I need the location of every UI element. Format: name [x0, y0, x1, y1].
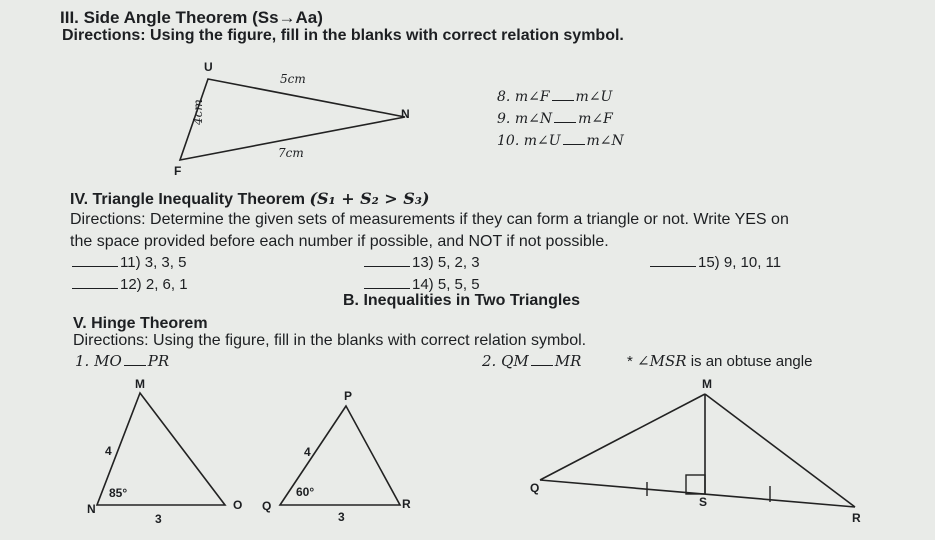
- item-14-answer-blank[interactable]: [364, 287, 410, 289]
- section4-title-text: IV. Triangle Inequality Theorem: [70, 191, 306, 208]
- base-no-label: 3: [155, 512, 162, 526]
- item-9: [497, 110, 613, 128]
- side-uf-label: 4cm: [191, 99, 205, 125]
- item-9-answer-blank[interactable]: [554, 121, 576, 123]
- item-8: [497, 88, 612, 106]
- subsection-b-title: B. Inequalities in Two Triangles: [343, 292, 581, 309]
- item-8-left: m∠F: [514, 89, 550, 105]
- hinge-note-star: *: [627, 353, 633, 370]
- hinge-q1: [75, 352, 169, 370]
- hinge-q2-left: QM: [501, 352, 529, 370]
- item-8-number: 8.: [497, 89, 511, 105]
- item-11-label: 11) 3, 3, 5: [120, 254, 187, 271]
- section4-title: [70, 190, 429, 209]
- side-pq-label: 4: [304, 445, 311, 459]
- segment-qm: [540, 394, 705, 480]
- section4-formula: (S₁ + S₂ > S₃): [309, 189, 430, 208]
- vertex-n-label: N: [401, 107, 410, 121]
- item-13: [364, 254, 480, 272]
- vertex-q-label: Q: [262, 499, 272, 513]
- section3-directions: Directions: Using the figure, fill in the blanks with correct relation symbol.: [62, 27, 624, 44]
- hinge-q1-number: 1.: [75, 352, 90, 370]
- hinge-q1-right: PR: [147, 352, 170, 370]
- hinge-note-text: is an obtuse angle: [690, 353, 813, 370]
- section5-title: V. Hinge Theorem: [73, 315, 208, 332]
- item-10-right: m∠N: [586, 133, 624, 149]
- section4-directions-line2: the space provided before each number if possible, and NOT if not possible.: [70, 233, 609, 250]
- hinge-q2-number: 2.: [482, 352, 497, 370]
- vertex-m-label-2: M: [702, 377, 712, 391]
- item-8-right: m∠U: [575, 89, 613, 105]
- hinge-q2-right: MR: [554, 352, 582, 370]
- hinge-q2: [482, 352, 581, 370]
- vertex-m-label: M: [135, 377, 145, 391]
- item-12: [72, 276, 188, 294]
- item-9-number: 9.: [497, 111, 511, 127]
- vertex-r-label: R: [402, 497, 411, 511]
- vertex-r-label-2: R: [852, 511, 861, 525]
- item-9-left: m∠N: [514, 111, 553, 127]
- item-13-label: 13) 5, 2, 3: [412, 254, 480, 271]
- vertex-o-label: O: [233, 498, 243, 512]
- vertex-f-label: F: [174, 164, 182, 178]
- hinge-note: [627, 352, 812, 371]
- item-9-right: m∠F: [578, 111, 613, 127]
- section3-title: III. Side Angle Theorem (Ss→Aa): [60, 8, 323, 27]
- item-13-answer-blank[interactable]: [364, 265, 410, 267]
- item-14-label: 14) 5, 5, 5: [412, 276, 480, 293]
- item-15: [650, 254, 781, 272]
- item-10-answer-blank[interactable]: [563, 143, 585, 145]
- hinge-q1-answer-blank[interactable]: [124, 364, 146, 366]
- vertex-s-label: S: [699, 495, 708, 509]
- item-10-left: m∠U: [523, 133, 561, 149]
- item-10: [497, 132, 624, 150]
- triangle-ufn-figure: [160, 55, 430, 180]
- angle-n-label: 85°: [109, 486, 128, 500]
- section4-directions-line1: Directions: Determine the given sets of measurements if they can form a triangle or not. Write YES on: [70, 211, 789, 228]
- item-10-number: 10.: [497, 133, 520, 149]
- item-15-label: 15) 9, 10, 11: [698, 254, 782, 271]
- segment-mr: [705, 394, 855, 507]
- triangle-pqr-figure: [258, 388, 423, 538]
- item-8-answer-blank[interactable]: [552, 99, 574, 101]
- vertex-u-label: U: [204, 60, 213, 74]
- item-11: [72, 254, 186, 272]
- hinge-q1-left: MO: [94, 352, 122, 370]
- triangle-qmr-figure: [530, 372, 870, 532]
- side-un-label: 5cm: [280, 72, 306, 86]
- item-15-answer-blank[interactable]: [650, 265, 696, 267]
- angle-q-label: 60°: [296, 485, 315, 499]
- vertex-n-label-2: N: [87, 502, 96, 516]
- item-12-answer-blank[interactable]: [72, 287, 118, 289]
- item-11-answer-blank[interactable]: [72, 265, 118, 267]
- section5-directions: Directions: Using the figure, fill in the blanks with correct relation symbol.: [73, 332, 587, 349]
- item-12-label: 12) 2, 6, 1: [120, 276, 188, 293]
- side-fn-label: 7cm: [278, 146, 304, 160]
- vertex-p-label: P: [344, 389, 353, 403]
- base-qr-label: 3: [338, 510, 345, 524]
- side-mn-label: 4: [105, 444, 112, 458]
- hinge-note-angle: ∠MSR: [637, 352, 687, 370]
- right-angle-mark: [686, 475, 705, 494]
- hinge-q2-answer-blank[interactable]: [531, 364, 553, 366]
- triangle-mno-figure: [85, 375, 250, 535]
- vertex-q-label-2: Q: [530, 481, 540, 495]
